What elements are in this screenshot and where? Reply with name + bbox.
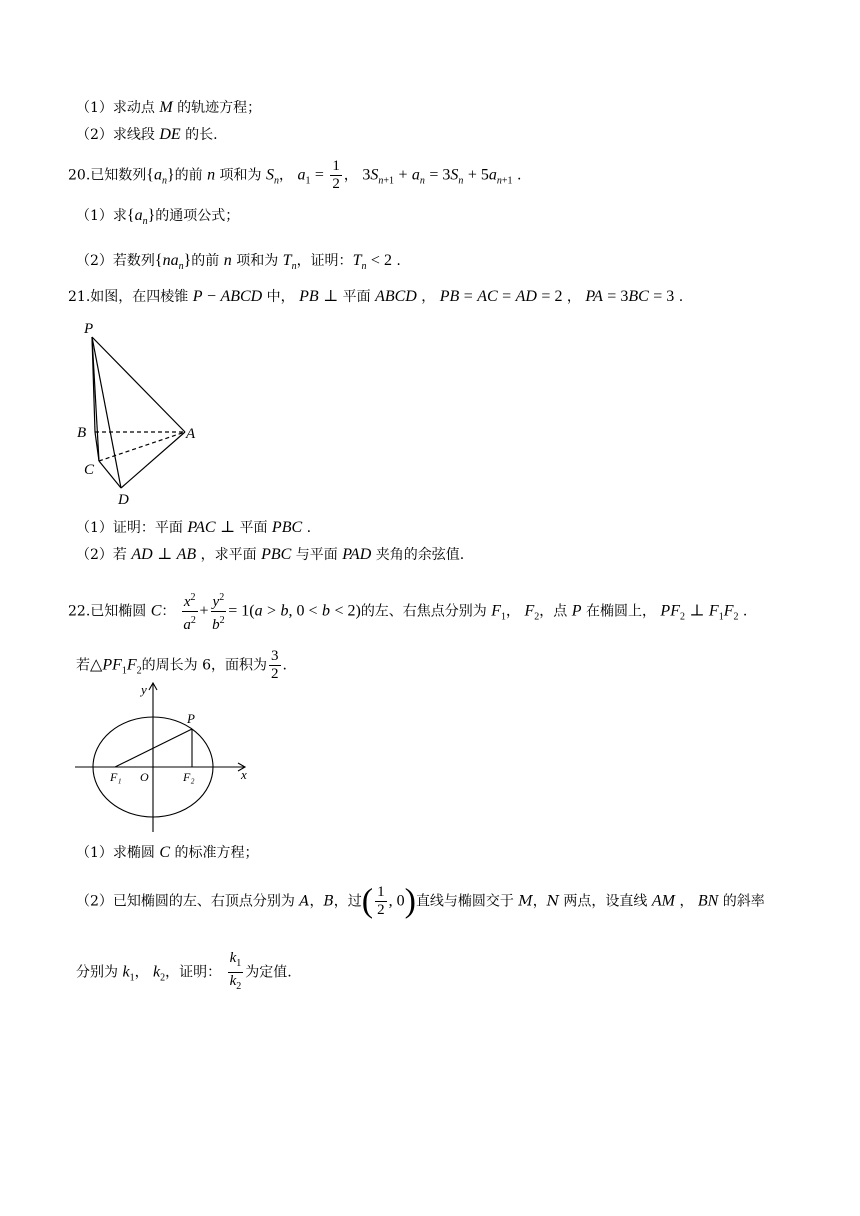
q22-stem: 22.已知椭圆 C： $\frac{x^2}{a^2}$ + $\frac{y^2}{b^2}$ = 1(a > b, 0 < b < 2)的左、右焦点分别为 $F_1$， $F_2$，点 P 在椭圆上， $PF_2$ ⊥ $F_1F_2$ . <box>68 589 747 634</box>
q20-part1: （1）求$\{a_n\}$的通项公式； <box>76 207 240 227</box>
pyramid-label-b: B <box>77 425 87 441</box>
ellipse-label-y: y <box>141 682 147 697</box>
ellipse-label-f1: F₁ <box>110 770 122 784</box>
q21-part1: （1）证明：平面 PAC ⊥ 平面 PBC . <box>76 519 312 536</box>
q22-part2: （2）已知椭圆的左、右顶点分别为 A，B，过( $\frac{1}{2}$ , 0)直线与椭圆交于 M，N 两点，设直线 AM ， BN 的斜率 <box>76 882 765 920</box>
q19-part1: （1）求动点 M 的轨迹方程； <box>76 99 262 116</box>
q22-stem2: 若$\triangle PF_1F_2$的周长为 6，面积为 $\frac{3}{2}$ . <box>76 648 287 682</box>
q21-part2: （2）若 AD ⊥ AB ，求平面 PBC 与平面 PAD 夹角的余弦值. <box>76 546 465 563</box>
q22-part1: （1）求椭圆 C 的标准方程； <box>76 844 259 861</box>
pyramid-label-d: D <box>118 492 129 508</box>
pyramid-label-c: C <box>84 462 95 478</box>
ellipse-label-x: x <box>241 767 247 782</box>
ellipse-label-o: O <box>140 770 149 784</box>
pyramid-label-a: A <box>186 426 196 442</box>
q21-stem: 21.如图，在四棱锥 P − ABCD 中， PB ⊥ 平面 ABCD ， PB = AC = AD = 2 ， PA = 3BC = 3 . <box>68 288 684 305</box>
ellipse-label-p: P <box>187 711 195 726</box>
q20-part2: （2）若数列$\{na_n\}$的前 n 项和为 $T_n$，证明：$T_n < 2$ . <box>76 252 401 272</box>
pyramid-label-p: P <box>84 321 94 337</box>
ellipse-label-f2: F₂ <box>183 770 195 784</box>
q19-part2: （2）求线段 DE 的长. <box>76 126 218 143</box>
q20-stem: 20.已知数列$\{a_n\}$的前 n 项和为 $S_n$， $a_1$ = $\frac{1}{2}$ ， $3S_{n+1} + a_n = 3S_n + 5a_{n+1}$ . <box>68 158 522 192</box>
q22-part2-cont: 分别为 $k_1$， $k_2$，证明： $\frac{k_1}{k_2}$ 为定值. <box>76 950 292 992</box>
